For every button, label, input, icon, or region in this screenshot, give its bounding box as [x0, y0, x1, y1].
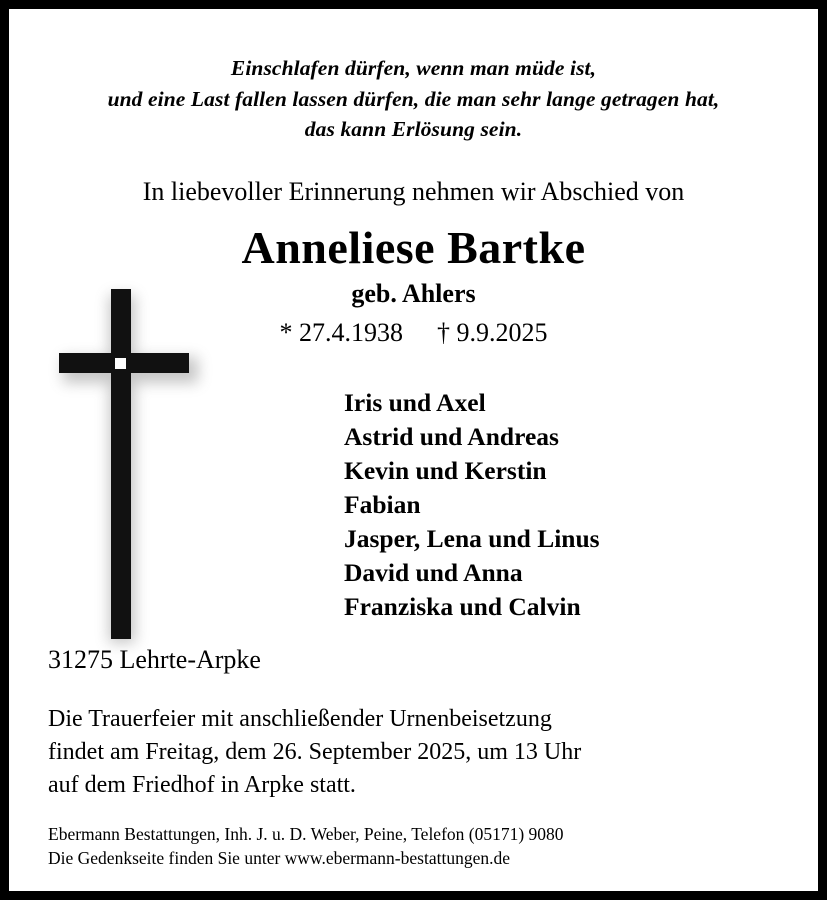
death-date: † 9.9.2025: [437, 318, 548, 348]
list-item: Jasper, Lena und Linus: [344, 523, 600, 553]
deceased-name: Anneliese Bartke: [241, 222, 586, 274]
list-item: Kevin und Kerstin: [344, 456, 547, 486]
ceremony-line: Die Trauerfeier mit anschließender Urnenbeisetzung: [48, 705, 552, 732]
ceremony-line: auf dem Friedhof in Arpke statt.: [48, 771, 356, 798]
verse-line: und eine Last fallen lassen dürfen, die man sehr lange getragen hat,: [107, 86, 720, 111]
list-item: Iris und Axel: [344, 388, 486, 418]
list-item: Fabian: [344, 489, 421, 519]
place-text: 31275 Lehrte-Arpke: [48, 644, 261, 674]
cross-icon: [49, 279, 219, 659]
ceremony-line: findet am Freitag, dem 26. September 2025, um 13 Uhr: [48, 738, 582, 765]
obituary-inner: [9, 9, 818, 891]
intro-text: In liebevoller Erinnerung nehmen wir Abschied von: [142, 176, 685, 206]
funeral-home-footer: [48, 823, 564, 871]
maiden-name: geb. Ahlers: [351, 278, 476, 308]
list-item: Astrid und Andreas: [344, 422, 559, 452]
cross-icon-shadow: [49, 279, 219, 659]
birth-date: * 27.4.1938: [279, 318, 403, 348]
ceremony-details: [37, 703, 790, 802]
footer-line: Ebermann Bestattungen, Inh. J. u. D. Weber, Peine, Telefon (05171) 9080: [48, 824, 564, 845]
verse-line: das kann Erlösung sein.: [304, 117, 523, 142]
verse-line: Einschlafen dürfen, wenn man müde ist,: [230, 56, 597, 80]
verse-block: [37, 53, 790, 145]
list-item: David und Anna: [344, 557, 523, 587]
list-item: Franziska und Calvin: [344, 591, 581, 621]
footer-line: Die Gedenkseite finden Sie unter www.ebermann-bestattungen.de: [48, 848, 510, 869]
